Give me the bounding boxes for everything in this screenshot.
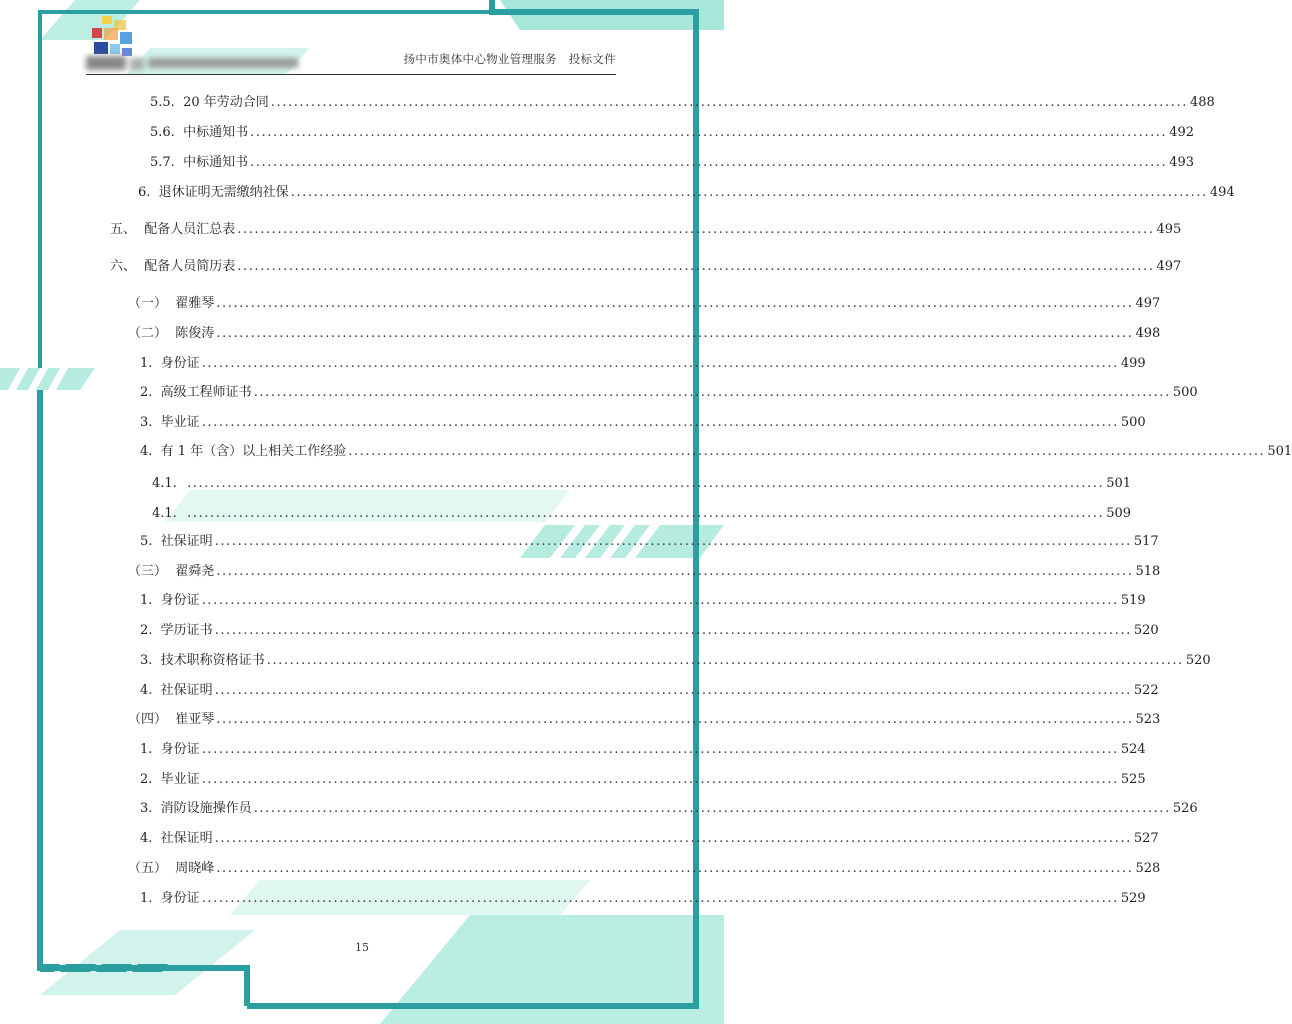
toc-dot-leader: ................................................................................................................................................................ [290, 185, 1208, 200]
toc-entry[interactable] [150, 94, 1215, 112]
toc-dot-leader: ................................................................................................................................................................ [250, 155, 1168, 170]
toc-entry-number: （二） [128, 326, 176, 341]
toc-entry-number: 2. [140, 623, 161, 638]
toc-entry-title: 崔亚琴 [175, 712, 215, 727]
toc-dot-leader: ................................................................................................................................................................ [214, 831, 1132, 846]
toc-dot-leader: ................................................................................................................................................................ [187, 476, 1105, 491]
toc-entry-title: 周晓峰 [175, 861, 215, 876]
toc-entry[interactable] [140, 414, 1146, 432]
toc-entry-title: 技术职称资格证书 [160, 653, 265, 668]
toc-entry-page: 527 [1133, 831, 1159, 846]
toc-entry[interactable] [140, 355, 1146, 373]
toc-dot-leader: ................................................................................................................................................................ [216, 564, 1134, 579]
toc-entry-number: 4.1. [152, 476, 186, 491]
toc-entry-page: 518 [1135, 564, 1161, 579]
toc-dot-leader: ................................................................................................................................................................ [187, 506, 1105, 521]
toc-entry-title: 陈俊涛 [175, 326, 215, 341]
toc-entry[interactable] [152, 473, 1132, 491]
toc-entry-title: 中标通知书 [183, 125, 249, 140]
toc-entry[interactable] [140, 741, 1146, 759]
toc-dot-leader: ................................................................................................................................................................ [201, 593, 1119, 608]
toc-dot-leader: ................................................................................................................................................................ [216, 861, 1134, 876]
toc-entry-page: 497 [1156, 259, 1182, 274]
toc-entry-page: 522 [1133, 683, 1159, 698]
toc-entry[interactable] [138, 184, 1235, 202]
toc-dot-leader: ................................................................................................................................................................ [201, 891, 1119, 906]
toc-entry[interactable] [140, 533, 1159, 551]
toc-dot-leader: ................................................................................................................................................................ [214, 534, 1132, 549]
toc-entry-title: 社保证明 [160, 831, 213, 846]
toc-dot-leader: ................................................................................................................................................................ [201, 356, 1119, 371]
toc-entry-number: 2. [140, 772, 161, 787]
toc-entry-page: 520 [1185, 653, 1211, 668]
toc-entry[interactable] [140, 890, 1146, 908]
toc-entry-page: 497 [1135, 296, 1161, 311]
toc-entry[interactable] [110, 258, 1182, 276]
toc-entry[interactable] [140, 682, 1159, 700]
toc-entry-title: 20 年劳动合同 [183, 95, 269, 110]
page-number: 15 [355, 941, 369, 954]
toc-entry[interactable] [140, 384, 1198, 402]
toc-entry-title: 中标通知书 [183, 155, 249, 170]
toc-dot-leader: ................................................................................................................................................................ [348, 444, 1266, 459]
toc-dot-leader: ................................................................................................................................................................ [201, 415, 1119, 430]
toc-entry-page: 494 [1209, 185, 1235, 200]
toc-entry-number: 4. [140, 444, 161, 459]
toc-entry[interactable] [128, 563, 1161, 581]
toc-entry-title: 配备人员简历表 [144, 259, 236, 274]
toc-entry-page: 498 [1135, 326, 1161, 341]
toc-entry[interactable] [140, 771, 1146, 789]
toc-dot-leader: ................................................................................................................................................................ [216, 326, 1134, 341]
toc-entry-number: 2. [140, 385, 161, 400]
toc-dot-leader: ................................................................................................................................................................ [270, 95, 1188, 110]
toc-entry-number: 4. [140, 831, 161, 846]
toc-dot-leader: ................................................................................................................................................................ [216, 296, 1134, 311]
toc-entry-page: 495 [1156, 222, 1182, 237]
toc-entry-number: 4. [140, 683, 161, 698]
toc-dot-leader: ................................................................................................................................................................ [266, 653, 1184, 668]
toc-entry-page: 500 [1172, 385, 1198, 400]
toc-entry[interactable] [140, 800, 1198, 818]
toc-entry-number: 1. [140, 891, 161, 906]
toc-dot-leader: ................................................................................................................................................................ [237, 222, 1155, 237]
toc-entry[interactable] [152, 503, 1132, 521]
toc-entry[interactable] [140, 652, 1211, 670]
toc-dot-leader: ................................................................................................................................................................ [201, 772, 1119, 787]
toc-entry-title: 翟雅琴 [175, 296, 215, 311]
toc-entry-number: 3. [140, 653, 161, 668]
toc-entry-page: 528 [1135, 861, 1161, 876]
toc-entry-title: 社保证明 [160, 534, 213, 549]
toc-entry-title: 身份证 [160, 891, 200, 906]
toc-entry-title: 配备人员汇总表 [144, 222, 236, 237]
toc-entry-number: 1. [140, 356, 161, 371]
toc-entry-number: 5.5. [150, 95, 184, 110]
toc-entry-number: （五） [128, 861, 176, 876]
toc-entry-title: 身份证 [160, 356, 200, 371]
toc-entry-title: 身份证 [160, 593, 200, 608]
toc-entry-page: 492 [1169, 125, 1195, 140]
toc-entry-page: 501 [1106, 476, 1132, 491]
toc-entry[interactable] [140, 592, 1146, 610]
toc-entry-number: 4.1. [152, 506, 186, 521]
toc-entry-page: 493 [1169, 155, 1195, 170]
toc-entry-number: 5.6. [150, 125, 184, 140]
toc-entry-page: 520 [1133, 623, 1159, 638]
toc-entry-number: 五、 [110, 222, 145, 237]
toc-dot-leader: ................................................................................................................................................................ [214, 683, 1132, 698]
toc-entry[interactable] [128, 325, 1161, 343]
toc-entry-number: 5. [140, 534, 161, 549]
toc-dot-leader: ................................................................................................................................................................ [250, 125, 1168, 140]
toc-entry[interactable] [110, 221, 1182, 239]
toc-entry-number: 1. [140, 742, 161, 757]
toc-entry-title: 毕业证 [160, 415, 200, 430]
toc-entry-page: 501 [1267, 444, 1292, 459]
toc-entry-number: 6. [138, 185, 159, 200]
toc-entry[interactable] [140, 830, 1159, 848]
toc-entry-page: 509 [1106, 506, 1132, 521]
toc-entry-page: 517 [1133, 534, 1159, 549]
toc-entry-title: 有 1 年（含）以上相关工作经验 [160, 444, 347, 459]
toc-dot-leader: ................................................................................................................................................................ [216, 712, 1134, 727]
toc-entry[interactable] [140, 443, 1292, 461]
toc-dot-leader: ................................................................................................................................................................ [214, 623, 1132, 638]
toc-entry[interactable] [128, 295, 1161, 313]
toc-entry-page: 526 [1172, 801, 1198, 816]
toc-entry[interactable] [150, 124, 1195, 142]
toc-entry-number: 3. [140, 415, 161, 430]
toc-entry-page: 523 [1135, 712, 1161, 727]
toc-entry-number: 1. [140, 593, 161, 608]
toc-entry-page: 500 [1120, 415, 1146, 430]
toc-entry-title: 翟舜尧 [175, 564, 215, 579]
toc-entry[interactable] [140, 622, 1159, 640]
toc-entry-number: （四） [128, 712, 176, 727]
toc-entry-title: 高级工程师证书 [160, 385, 252, 400]
toc-entry-number: 5.7. [150, 155, 184, 170]
document-header-title: 扬中市奥体中心物业管理服务 投标文件 [403, 52, 616, 66]
toc-entry-title: 身份证 [160, 742, 200, 757]
toc-entry[interactable] [128, 860, 1161, 878]
toc-entry-page: 519 [1120, 593, 1146, 608]
toc-entry-page: 488 [1189, 95, 1215, 110]
toc-entry-page: 524 [1120, 742, 1146, 757]
toc-entry[interactable] [150, 154, 1195, 172]
toc-dot-leader: ................................................................................................................................................................ [201, 742, 1119, 757]
toc-entry[interactable] [128, 711, 1161, 729]
toc-dot-leader: ................................................................................................................................................................ [253, 385, 1171, 400]
toc-dot-leader: ................................................................................................................................................................ [253, 801, 1171, 816]
toc-entry-number: （三） [128, 564, 176, 579]
toc-entry-page: 529 [1120, 891, 1146, 906]
toc-entry-title: 消防设施操作员 [160, 801, 252, 816]
toc-entry-title: 退休证明无需缴纳社保 [158, 185, 289, 200]
toc-entry-number: （一） [128, 296, 176, 311]
toc-entry-number: 六、 [110, 259, 145, 274]
toc-entry-number: 3. [140, 801, 161, 816]
toc-entry-title: 社保证明 [160, 683, 213, 698]
toc-entry-page: 525 [1120, 772, 1146, 787]
toc-entry-page: 499 [1120, 356, 1146, 371]
toc-dot-leader: ................................................................................................................................................................ [237, 259, 1155, 274]
toc-entry-title: 毕业证 [160, 772, 200, 787]
toc-entry-title: 学历证书 [160, 623, 213, 638]
